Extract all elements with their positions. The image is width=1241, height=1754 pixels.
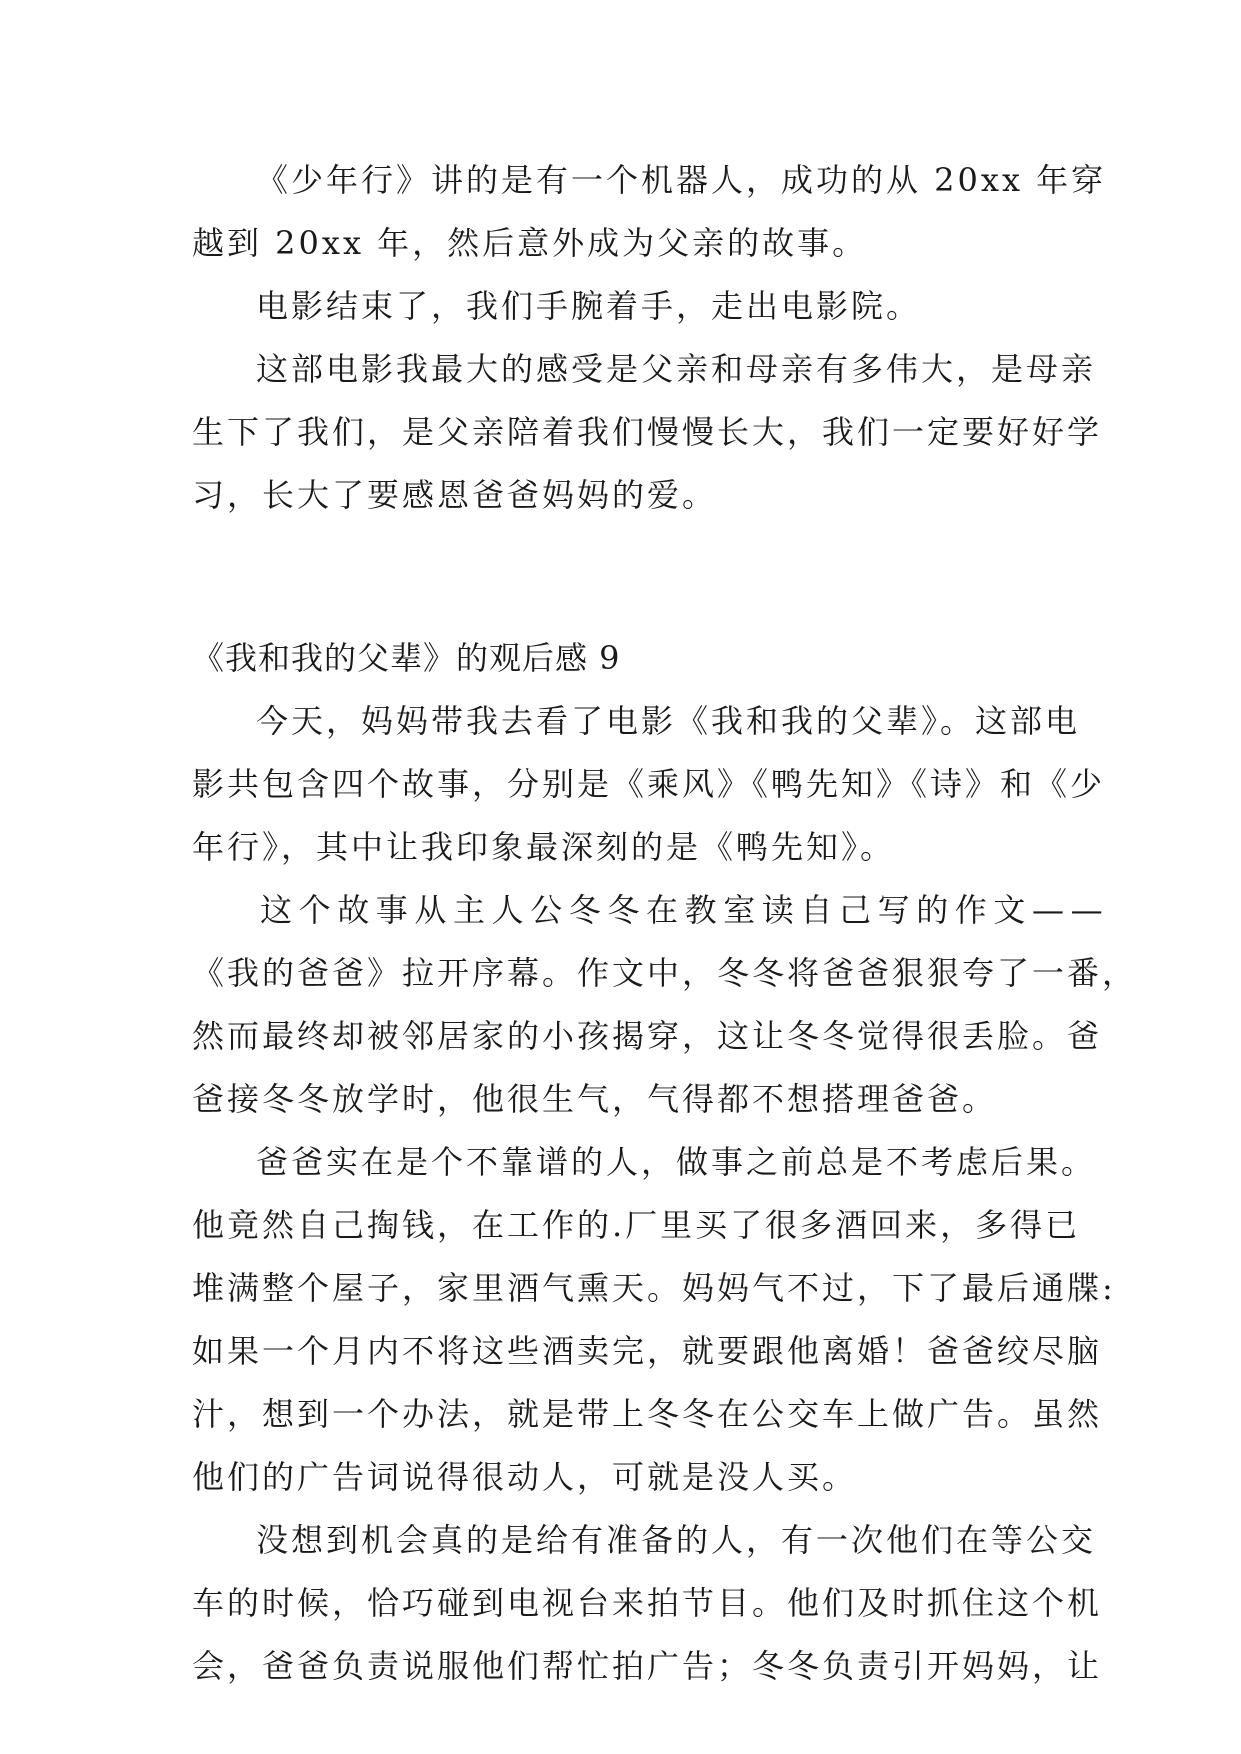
paragraph-line: 没想到机会真的是给有准备的人，有一次他们在等公交 bbox=[256, 1521, 1097, 1559]
paragraph-line: 他们的广告词说得很动人，可就是没人买。 bbox=[192, 1458, 858, 1496]
paragraph-line: 电影结束了，我们手腕着手，走出电影院。 bbox=[256, 287, 922, 325]
paragraph-line: 影共包含四个故事，分别是《乘风》《鸭先知》《诗》和《少 bbox=[192, 765, 1106, 803]
paragraph-line: 他竟然自己掏钱，在工作的.厂里买了很多酒回来，多得已 bbox=[192, 1206, 1081, 1244]
paragraph-line: 《我的爸爸》拉开序幕。作文中，冬冬将爸爸狠狠夸了一番， bbox=[192, 954, 1138, 992]
document-body bbox=[192, 157, 1138, 1706]
paragraph-line: 越到 20xx 年，然后意外成为父亲的故事。 bbox=[192, 224, 868, 262]
paragraph-line: 如果一个月内不将这些酒卖完，就要跟他离婚！爸爸绞尽脑 bbox=[192, 1332, 1103, 1370]
paragraph-line: 爸接冬冬放学时，他很生气，气得都不想搭理爸爸。 bbox=[192, 1080, 998, 1118]
paragraph-line: 然而最终却被邻居家的小孩揭穿，这让冬冬觉得很丢脸。爸 bbox=[192, 1017, 1103, 1055]
paragraph-line: 这个故事从主人公冬冬在教室读自己写的作文—— bbox=[260, 891, 1110, 929]
paragraph-line: 堆满整个屋子，家里酒气熏天。妈妈气不过，下了最后通牒: bbox=[192, 1269, 1116, 1307]
paragraph-line: 汁，想到一个办法，就是带上冬冬在公交车上做广告。虽然 bbox=[192, 1395, 1103, 1433]
section-gap bbox=[192, 535, 1052, 635]
paragraph-line: 生下了我们，是父亲陪着我们慢慢长大，我们一定要好好学 bbox=[192, 413, 1103, 451]
paragraph-line: 今天，妈妈带我去看了电影《我和我的父辈》。这部电 bbox=[256, 702, 1081, 740]
paragraph-line: 习，长大了要感恩爸爸妈妈的爱。 bbox=[192, 476, 718, 514]
section-heading: 《我和我的父辈》的观后感 9 bbox=[192, 639, 621, 677]
paragraph-line: 爸爸实在是个不靠谱的人，做事之前总是不考虑后果。 bbox=[256, 1143, 1097, 1181]
paragraph-line: 车的时候，恰巧碰到电视台来拍节目。他们及时抓住这个机 bbox=[192, 1584, 1103, 1622]
paragraph-line: 会，爸爸负责说服他们帮忙拍广告；冬冬负责引开妈妈，让 bbox=[192, 1647, 1103, 1685]
paragraph-line: 年行》，其中让我印象最深刻的是《鸭先知》。 bbox=[192, 828, 896, 866]
paragraph-line: 这部电影我最大的感受是父亲和母亲有多伟大，是母亲 bbox=[256, 350, 1097, 388]
paragraph-line: 《少年行》讲的是有一个机器人，成功的从 20xx 年穿 bbox=[256, 161, 1107, 199]
